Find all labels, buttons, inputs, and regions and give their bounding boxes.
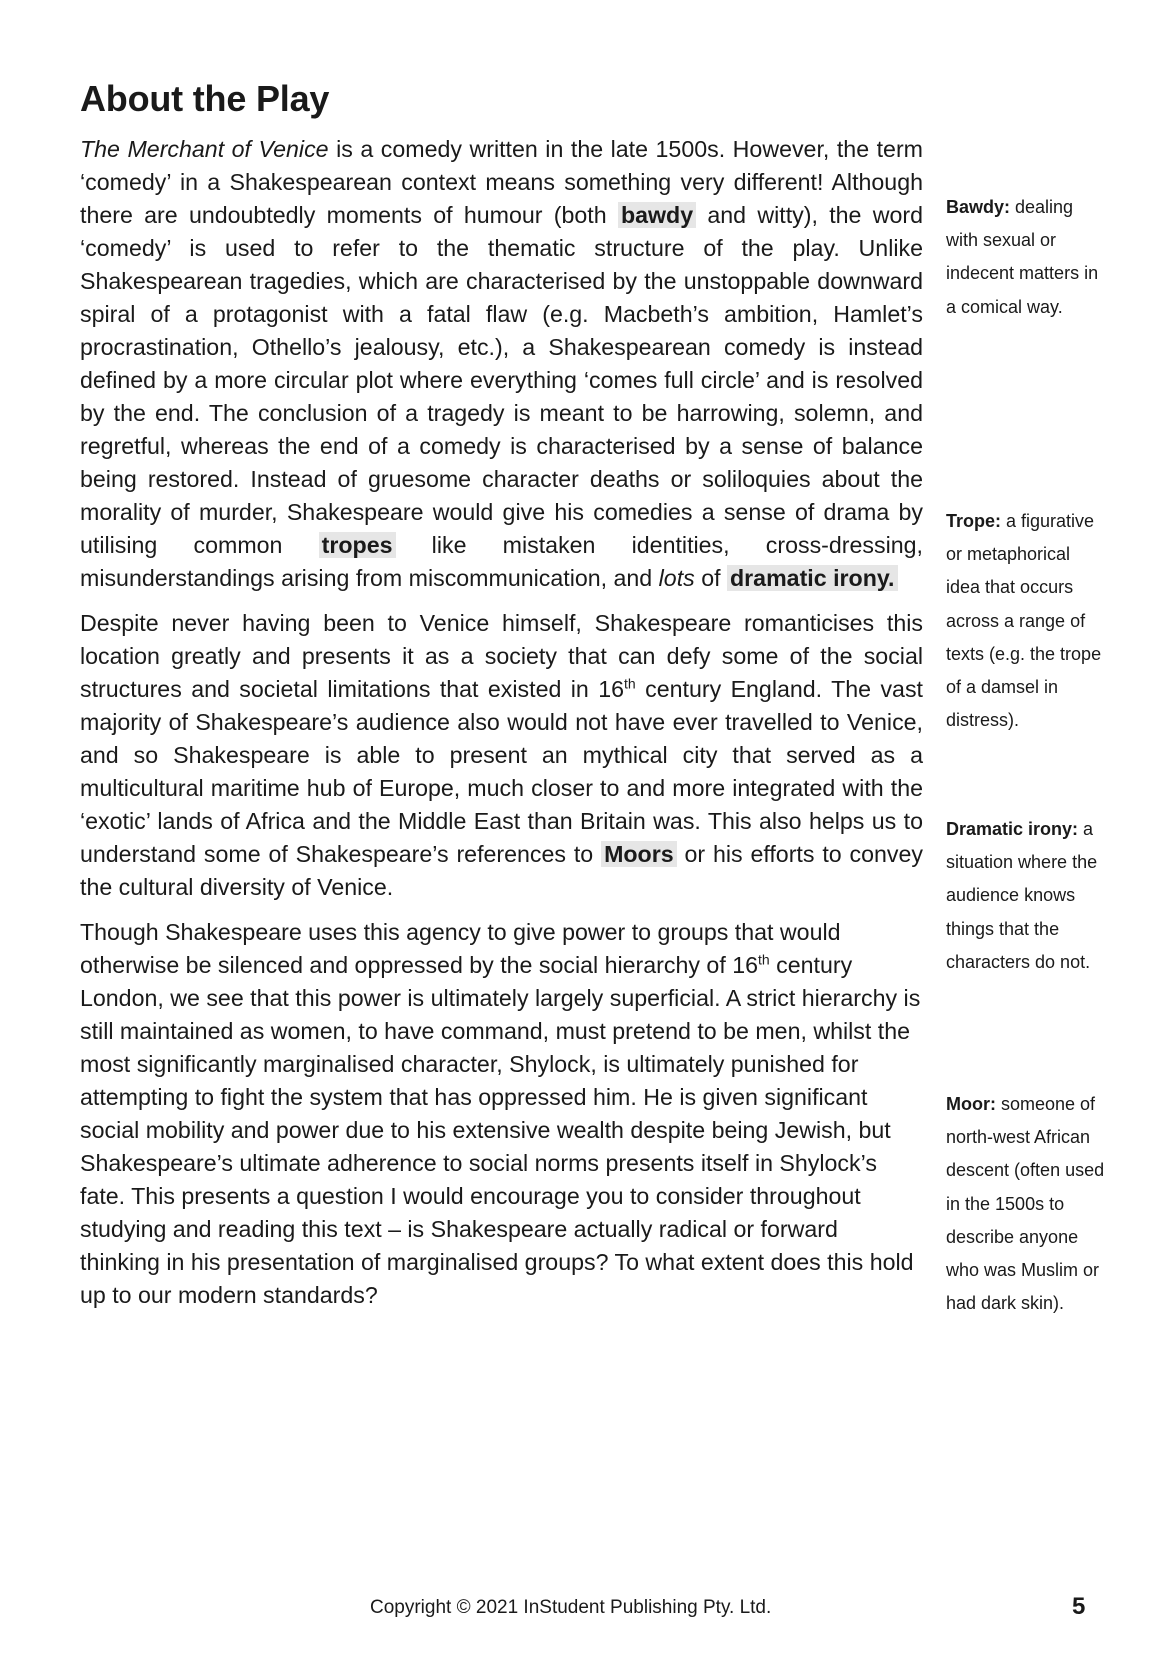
text-run: century England. The vast majority of Shakespeare’s audience also would not have ever travelled to Venice, and so Shakespeare is able to present an mythical city that served as a multicultural maritime hub of Europe, much closer to and more integrated with the ‘exotic’ lands of Africa and the Middle East than Britain was. This also helps us to understand some of Shakespeare’s references to [80, 676, 923, 867]
play-title: The Merchant of Venice [80, 136, 329, 162]
glossary-term-tropes: tropes [319, 532, 396, 558]
glossary-note-trope [946, 505, 1106, 737]
paragraph-intro [80, 133, 923, 595]
text-run: Though Shakespeare uses this agency to give power to groups that would otherwise be silenced and oppressed by the social hierarchy of 16 [80, 919, 841, 978]
copyright-notice: Copyright © 2021 InStudent Publishing Pty. Ltd. [370, 1597, 772, 1618]
text-run: Despite never having been to Venice himself, Shakespeare romanticises this location greatly and presents it as a society that can defy some of the social structures and societal limitations that existed in 16 [80, 610, 923, 702]
glossary-note-moor [946, 1088, 1106, 1320]
ordinal-suffix: th [624, 675, 636, 692]
glossary-note-definition: a situation where the audience knows things that the characters do not. [946, 819, 1098, 972]
glossary-note-definition: someone of north-west African descent (often used in the 1500s to describe anyone who was Muslim or had dark skin). [946, 1094, 1105, 1314]
glossary-note-definition: a figurative or metaphorical idea that occurs across a range of texts (e.g. the trope of a damsel in distress). [946, 511, 1102, 731]
glossary-note-term: Dramatic irony: [946, 819, 1079, 839]
text-run: of [694, 565, 727, 591]
page-number: 5 [1072, 1593, 1086, 1620]
glossary-note-bawdy [946, 191, 1106, 324]
text-run: or his efforts to convey the cultural diversity of Venice. [80, 841, 923, 900]
text-run: century London, we see that this power is ultimately largely superficial. A strict hierarchy is still maintained as women, to have command, must pretend to be men, whilst the most significantly marginalised character, Shylock, is ultimately punished for attempting to fight the system that has oppressed him. He is given significant social mobility and power due to his extensive wealth despite being Jewish, but Shakespeare’s ultimate adherence to social norms presents itself in Shylock’s fate. This presents a question I would encourage you to consider throughout studying and reading this text – is Shakespeare actually radical or forward thinking in his presentation of marginalised groups? To what extent does this hold up to our modern standards? [80, 952, 921, 1308]
glossary-term-dramatic-irony: dramatic irony. [727, 565, 898, 591]
text-run: and witty), the word ‘comedy’ is used to refer to the thematic structure of the play. Unlike Shakespearean tragedies, which are characterised by the unstoppable downward spiral of a protagonist with a fatal flaw (e.g. Macbeth’s ambition, Hamlet’s procrastination, Othello’s jealousy, etc.), a Shakespearean comedy is instead defined by a more circular plot where everything ‘comes full circle’ and is resolved by the end. The conclusion of a tragedy is meant to be harrowing, solemn, and regretful, whereas the end of a comedy is characterised by a sense of balance being restored. Instead of gruesome character deaths or soliloquies about the morality of murder, Shakespeare would give his comedies a sense of drama by utilising common [80, 202, 923, 558]
text-run: like mistaken identities, cross-dressing, misunderstandings arising from miscommunication, and [80, 532, 923, 591]
paragraph-hierarchy [80, 916, 923, 1312]
glossary-term-bawdy: bawdy [618, 202, 696, 228]
glossary-note-term: Trope: [946, 511, 1002, 531]
glossary-term-moors: Moors [601, 841, 677, 867]
glossary-note-definition: dealing with sexual or indecent matters in a comical way. [946, 197, 1099, 317]
paragraph-venice [80, 607, 923, 904]
page-title: About the Play [80, 78, 330, 119]
glossary-note-term: Moor: [946, 1094, 996, 1114]
glossary-note-term: Bawdy: [946, 197, 1011, 217]
emphasis-lots: lots [658, 565, 695, 591]
glossary-note-dramatic-irony [946, 813, 1106, 979]
ordinal-suffix: th [758, 951, 770, 968]
text-run: is a comedy written in the late 1500s. However, the term ‘comedy’ in a Shakespearean context means something very different! Although there are undoubtedly moments of humour (both [80, 136, 923, 228]
main-text [80, 133, 923, 1324]
